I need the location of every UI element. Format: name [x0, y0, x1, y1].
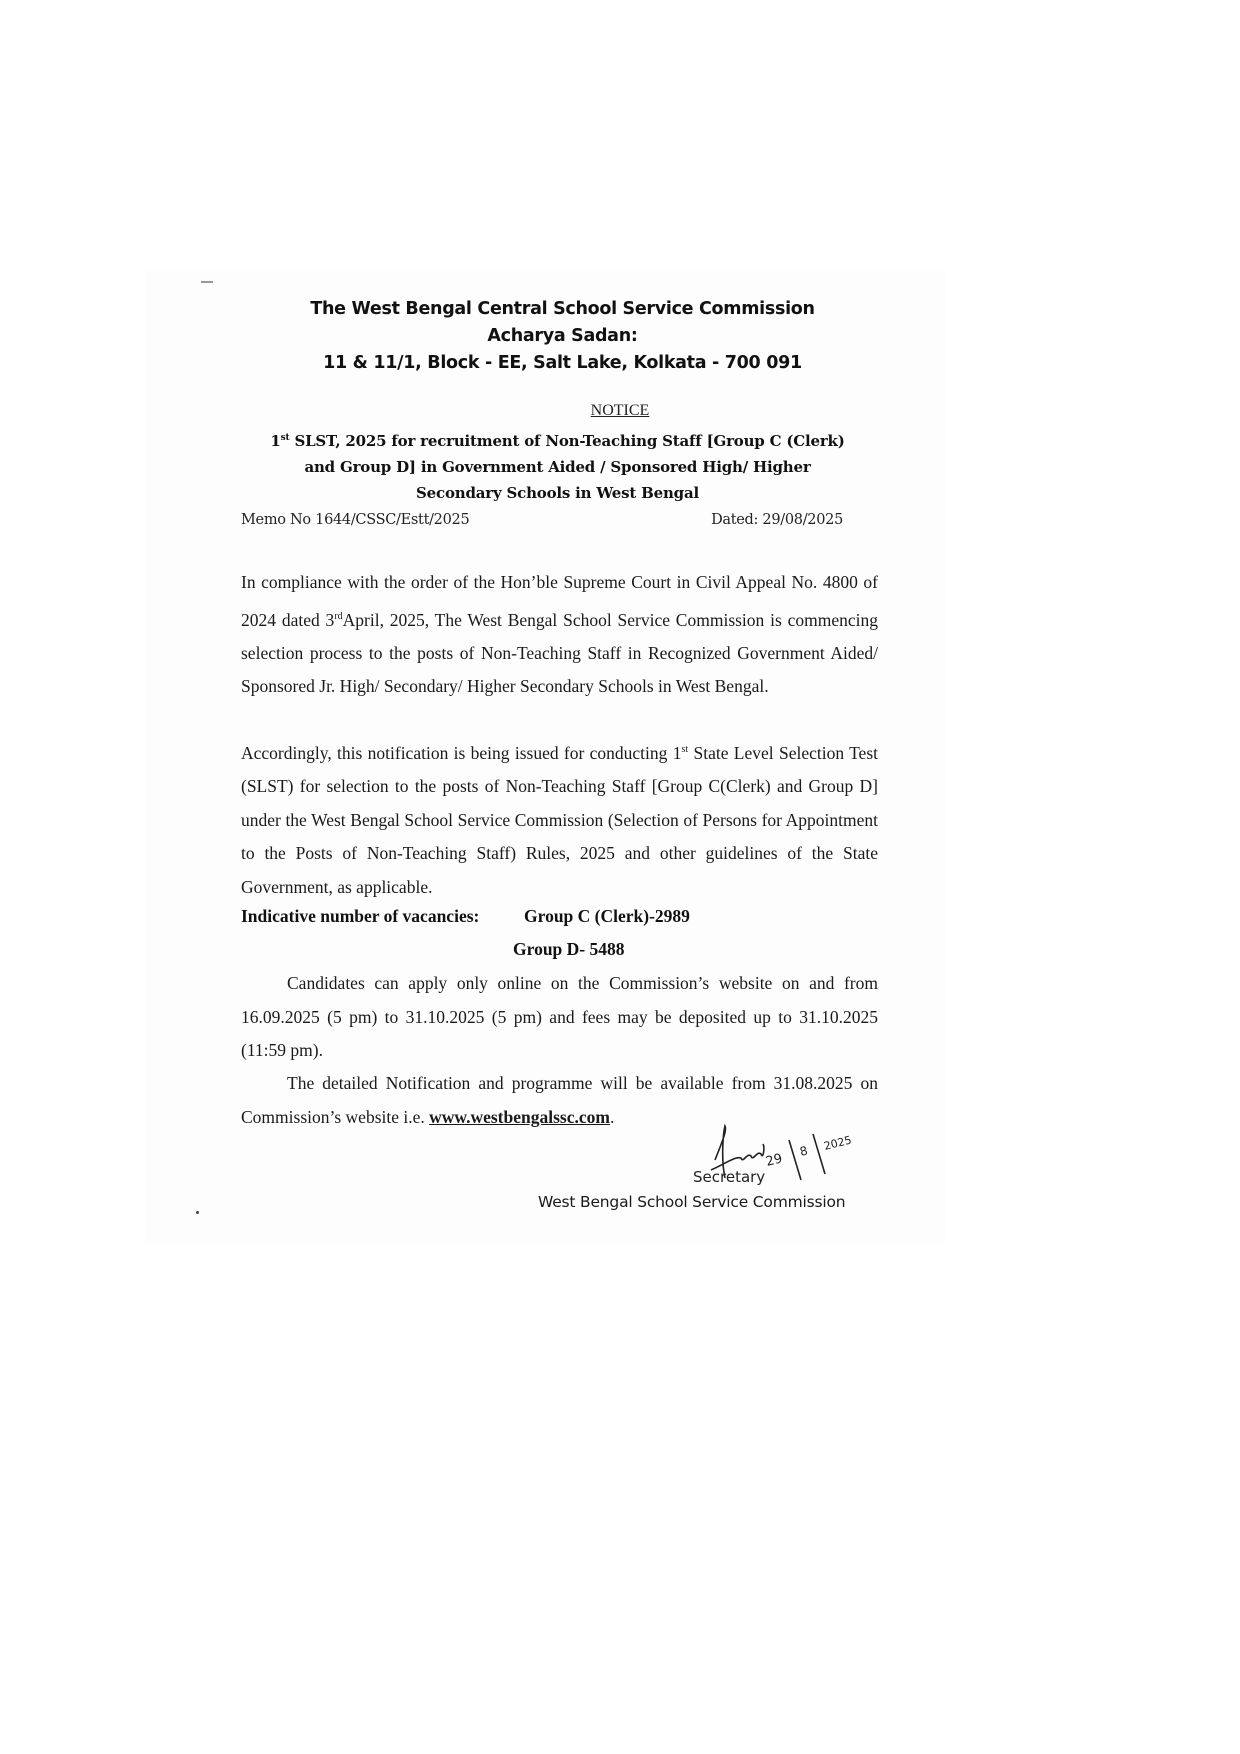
svg-text:8: 8: [798, 1143, 810, 1159]
letterhead: [300, 296, 825, 377]
svg-text:2025: 2025: [822, 1133, 853, 1153]
para1-text-b: April, 2025, The West Bengal School Service Commission is commencing selection process to the posts of Non-Teaching Staff in Recognized Government Aided/ Sponsored Jr. High/ Secondary/ Higher Secondary Schools in West Bengal.: [241, 609, 878, 697]
notice-date: Dated: 29/08/2025: [711, 512, 843, 528]
building-name: Acharya Sadan:: [487, 326, 638, 346]
memo-row: [241, 512, 843, 528]
subject-line-3: Secondary Schools in West Bengal: [416, 484, 699, 502]
paragraph-application: [241, 967, 878, 1068]
scan-dot: [196, 1211, 199, 1214]
svg-text:29: 29: [764, 1151, 785, 1170]
paragraph-compliance: [241, 566, 878, 704]
paragraph-notification: [241, 733, 878, 904]
vacancy-group-c: Group C (Clerk)-2989: [524, 906, 690, 926]
subject-ordinal: 1: [270, 432, 281, 450]
memo-number: Memo No 1644/CSSC/Estt/2025: [241, 512, 470, 528]
signatory-organization: West Bengal School Service Commission: [538, 1193, 846, 1211]
para2-text-b: State Level Selection Test (SLST) for selection to the posts of Non-Teaching Staff [Group C(Clerk) and Group D] under the West Bengal School Service Commission (Selection of Persons for Appointment to the Posts of Non-Teaching Staff) Rules, 2025 and other guidelines of the State Government, as applicable.: [241, 742, 878, 897]
website-link[interactable]: www.westbengalssc.com: [429, 1106, 610, 1127]
address: 11 & 11/1, Block - EE, Salt Lake, Kolkata - 700 091: [323, 353, 802, 373]
vacancy-group-d: Group D- 5488: [513, 939, 625, 959]
subject-line-2: and Group D] in Government Aided / Sponsored High/ Higher: [304, 458, 811, 476]
para1-text-a: In compliance with the order of the Hon’ble Supreme Court in Civil Appeal No. 4800 of 2024 dated 3: [241, 572, 878, 630]
org-name: The West Bengal Central School Service Commission: [310, 299, 815, 319]
para4-text: The detailed Notification and programme will be available from 31.08.2025 on Commission’s website i.e.: [241, 1073, 878, 1127]
subject-line-1: SLST, 2025 for recruitment of Non-Teaching Staff [Group C (Clerk): [289, 432, 845, 450]
para1-sup: rd: [334, 610, 343, 622]
signatory-title: Secretary: [693, 1168, 766, 1186]
para4-end: .: [609, 1106, 615, 1127]
subject-ordinal-sup: st: [280, 433, 290, 443]
para3-text: Candidates can apply only online on the Commission’s website on and from 16.09.2025 (5 pm) to 31.10.2025 (5 pm) and fees may be deposited up to 31.10.2025 (11:59 pm).: [241, 973, 878, 1060]
vacancies-label: Indicative number of vacancies:: [241, 906, 480, 926]
notice-subject: [240, 425, 875, 506]
notice-heading: NOTICE: [590, 402, 650, 419]
para2-sup: st: [681, 744, 689, 755]
para2-text-a: Accordingly, this notification is being issued for conducting 1: [241, 742, 682, 763]
vacancies-block: [241, 900, 878, 966]
scan-mark: [201, 281, 213, 283]
